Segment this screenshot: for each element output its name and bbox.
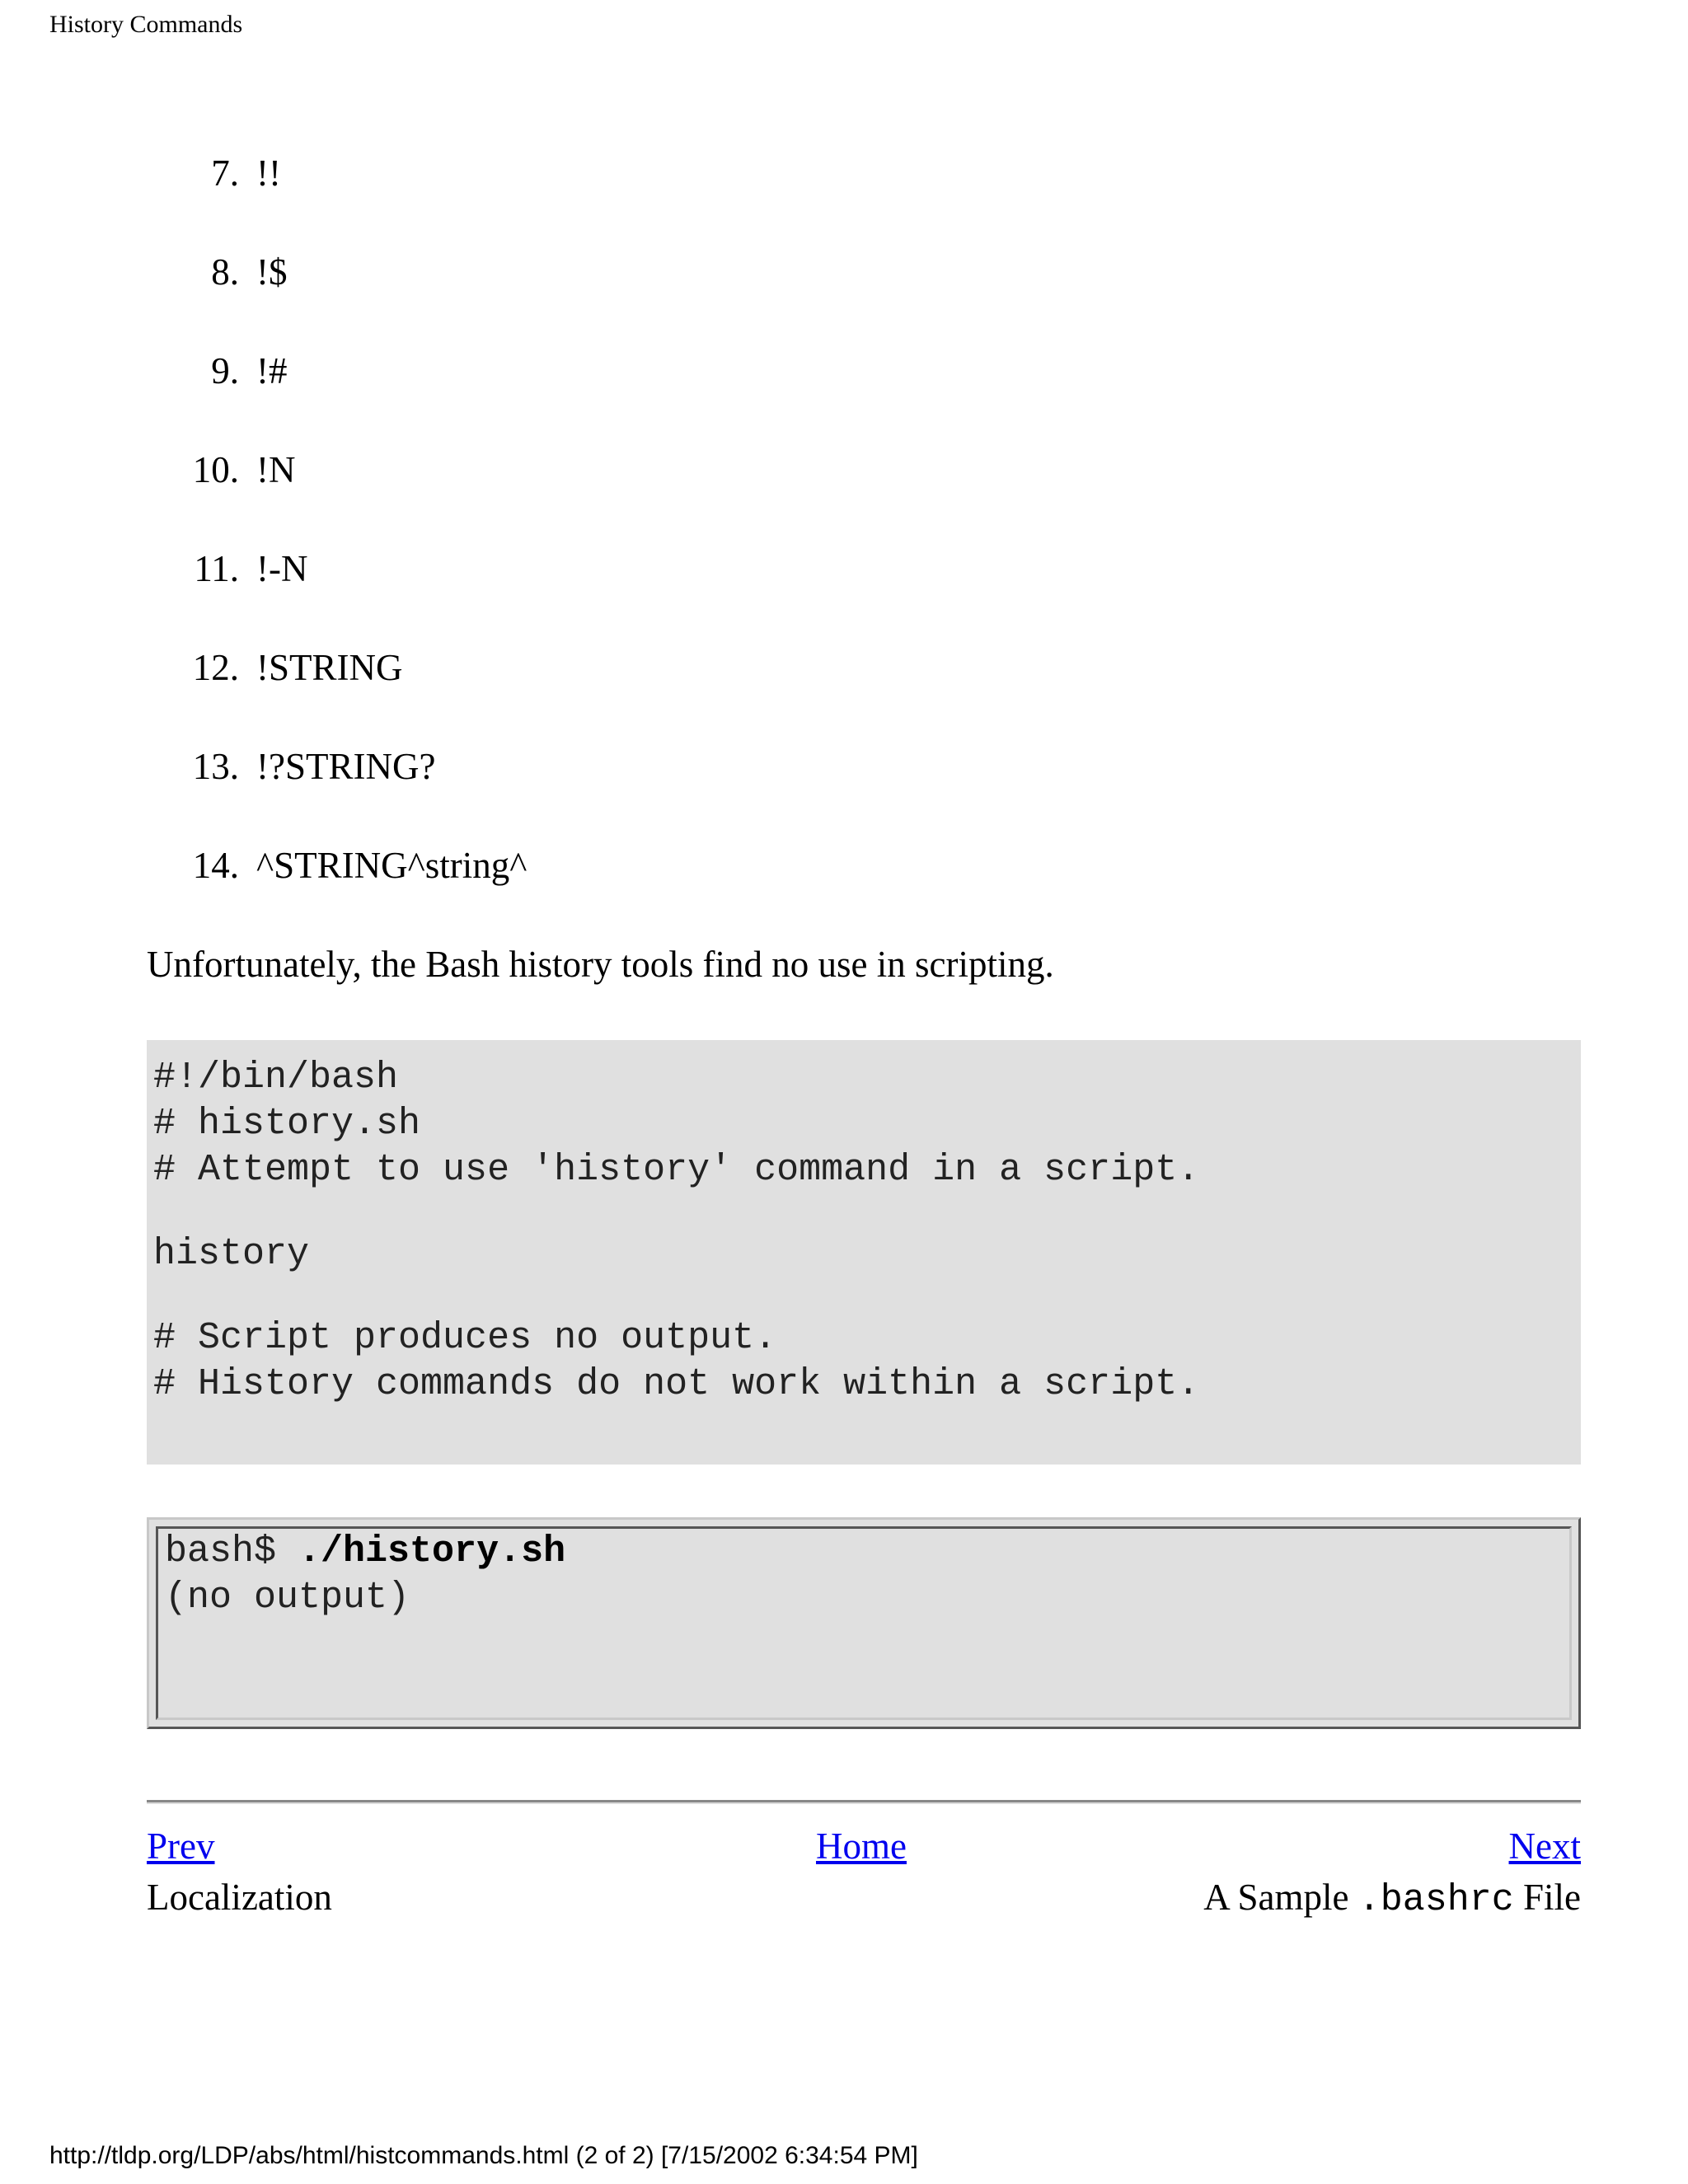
list-item-text: !# [256,350,288,391]
list-item-text: !?STRING? [256,746,436,787]
shell-prompt: bash$ [165,1530,299,1572]
body-paragraph: Unfortunately, the Bash history tools find no use in scripting. [147,944,1054,985]
home-link[interactable]: Home [816,1825,907,1867]
code-line: history [153,1233,310,1275]
next-link[interactable]: Next [1508,1825,1581,1867]
shell-output: (no output) [165,1577,410,1619]
next-title-suffix: File [1513,1877,1581,1918]
code-line: # Script produces no output. [153,1317,777,1359]
shell-command: ./history.sh [298,1530,566,1572]
next-page-title [1203,1871,1581,1927]
list-item-text: !N [256,449,296,490]
screen-command-line [165,1529,1563,1575]
list-item-number: 9. [211,350,239,391]
next-title-code: .bashrc [1357,1879,1514,1921]
screen-output-inner [156,1526,1572,1720]
page-footer-url: http://tldp.org/LDP/abs/html/histcommands.html (2 of 2) [7/15/2002 6:34:54 PM] [49,2142,918,2169]
prev-link[interactable]: Prev [147,1825,215,1867]
list-item-number: 10. [192,449,239,490]
list-item-text: !STRING [256,647,403,688]
code-line: # History commands do not work within a script. [153,1363,1200,1405]
page-header-title: History Commands [49,11,243,38]
list-item-text: !! [256,152,281,194]
list-item-number: 14. [192,845,239,886]
list-item-number: 12. [192,647,239,688]
list-item-text: ^STRING^string^ [256,845,528,886]
next-title-prefix: A Sample [1203,1877,1358,1918]
code-line: # Attempt to use 'history' command in a script. [153,1149,1200,1191]
code-listing [147,1040,1581,1465]
list-item-number: 13. [192,746,239,787]
code-line: # history.sh [153,1103,421,1145]
list-item-number: 8. [211,251,239,293]
list-item-number: 7. [211,152,239,194]
code-blank-line [153,1277,1574,1315]
code-blank-line [153,1193,1574,1231]
list-item-text: !$ [256,251,288,293]
list-item-number: 11. [194,548,239,589]
list-item-text: !-N [256,548,308,589]
navigation-divider [147,1800,1581,1804]
prev-page-title: Localization [147,1877,332,1918]
code-line: #!/bin/bash [153,1057,399,1099]
screen-output [147,1517,1581,1729]
